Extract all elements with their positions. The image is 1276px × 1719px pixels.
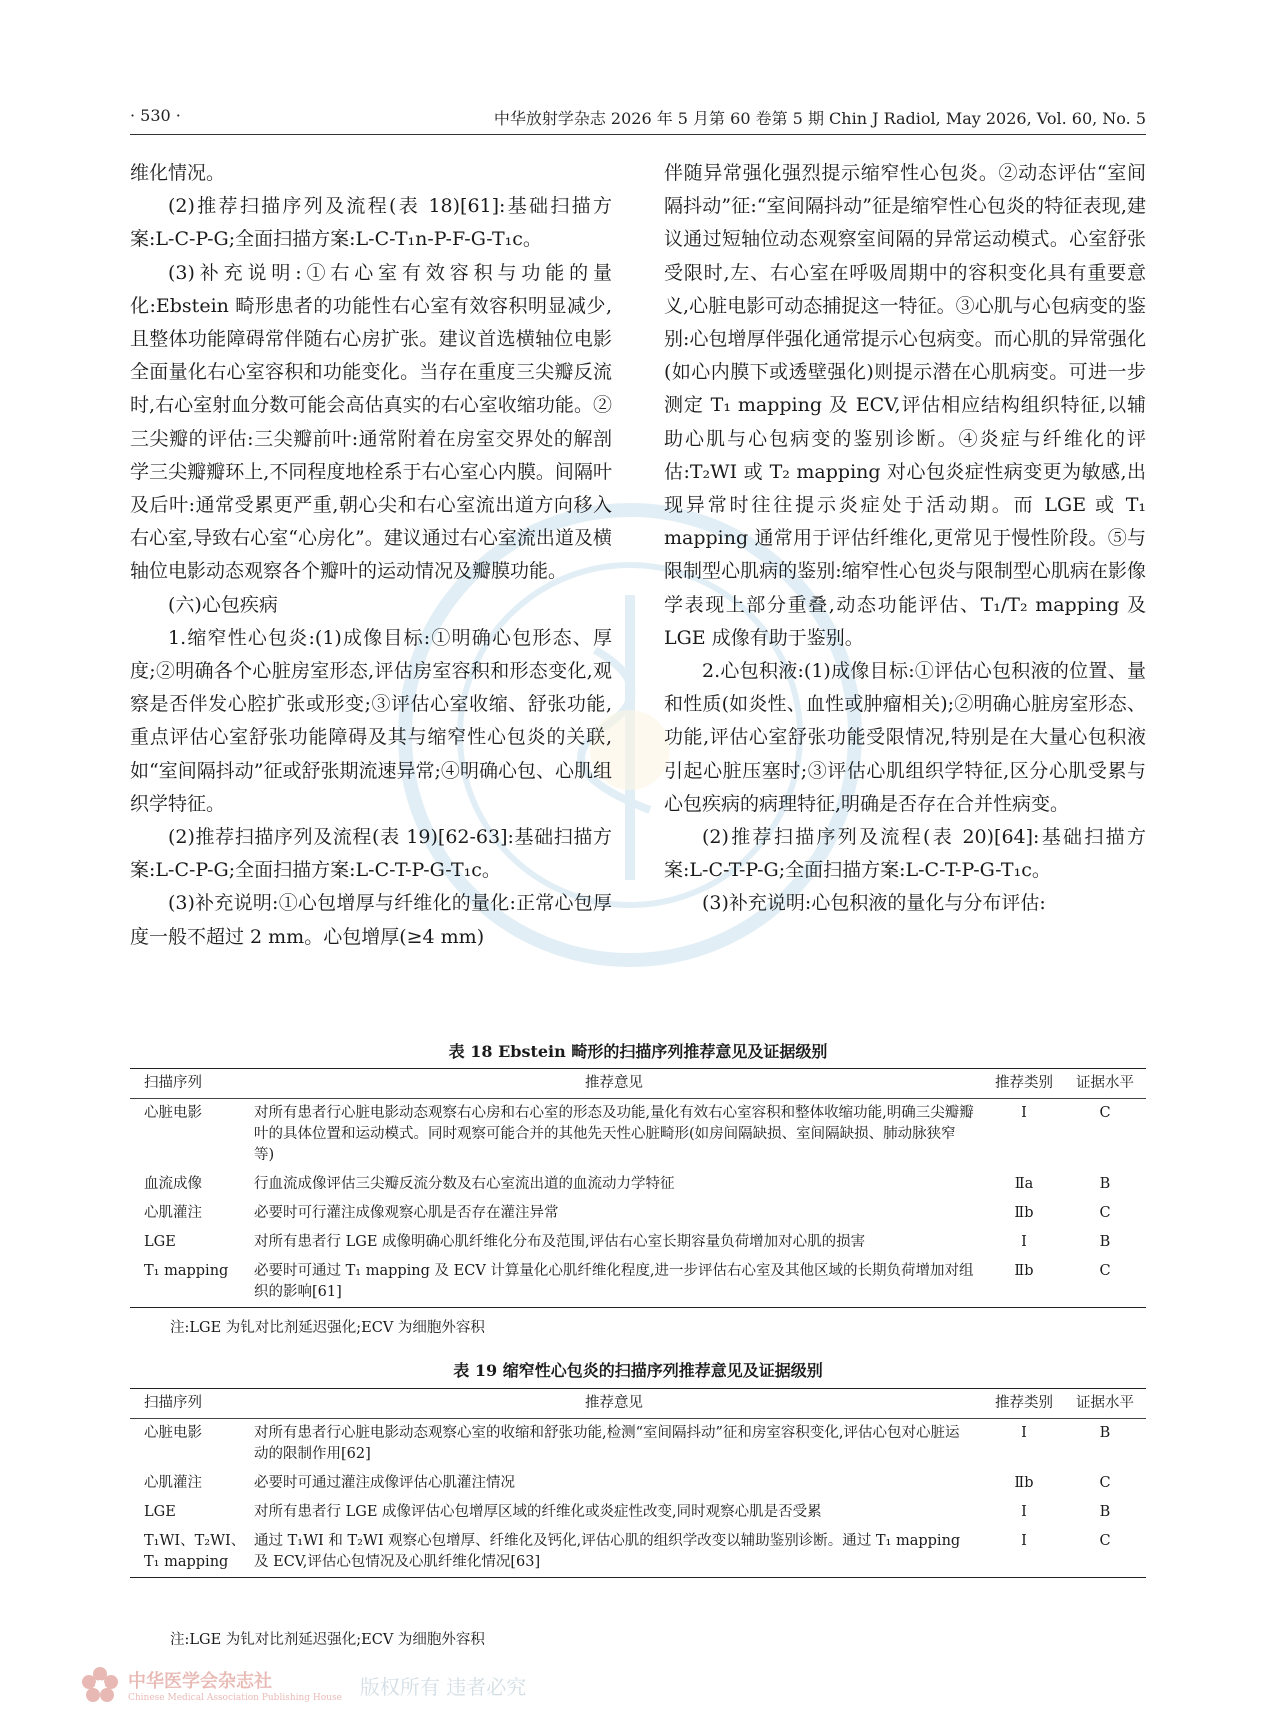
left-text-column (130, 157, 612, 954)
sequence-cell: 心肌灌注 (144, 1475, 202, 1491)
header-cell: 证据水平 (1076, 1395, 1134, 1411)
flower-logo-icon (80, 1665, 120, 1705)
publisher-name (128, 1667, 342, 1703)
page-header (130, 104, 1146, 135)
class-cell: Ⅱb (1014, 1475, 1034, 1491)
recommendation-cell: 对所有患者行心脏电影动态观察心室的收缩和舒张功能,检测“室间隔抖动”征和房室容积变化,评估心包对心脏运动的限制作用[62] (254, 1425, 960, 1462)
header-cell: 扫描序列 (144, 1395, 202, 1411)
paragraph: (3)补充说明:①心包增厚与纤维化的量化:正常心包厚度一般不超过 2 mm。心包增厚(≥4 mm) (130, 892, 612, 948)
evidence-cell: C (1099, 1205, 1111, 1221)
paragraph: (2)推荐扫描序列及流程(表 20)[64]:基础扫描方案:L-C-T-P-G;全面扫描方案:L-C-T-P-G-T₁c。 (664, 826, 1146, 882)
table-row (130, 1527, 1146, 1577)
recommendation-cell: 必要时可行灌注成像观察心肌是否存在灌注异常 (254, 1205, 559, 1221)
header-cell: 推荐意见 (585, 1075, 643, 1091)
evidence-cell: B (1099, 1234, 1111, 1250)
table-18-note: 注:LGE 为钆对比剂延迟强化;ECV 为细胞外容积 (170, 1320, 485, 1336)
class-cell: Ⅰ (1021, 1105, 1027, 1121)
paragraph: (3)补充说明:心包积液的量化与分布评估: (702, 892, 1046, 915)
evidence-cell: B (1099, 1176, 1111, 1192)
table-row (130, 1257, 1146, 1307)
class-cell: Ⅰ (1021, 1234, 1027, 1250)
recommendation-cell: 对所有患者行 LGE 成像明确心肌纤维化分布及范围,评估右心室长期容量负荷增加对心肌的损害 (254, 1234, 866, 1250)
recommendation-cell: 行血流成像评估三尖瓣反流分数及右心室流出道的血流动力学特征 (254, 1176, 675, 1192)
paragraph: 维化情况。 (130, 162, 226, 184)
table-row (130, 1469, 1146, 1498)
evidence-cell: B (1099, 1504, 1111, 1520)
right-text-column (664, 157, 1146, 921)
table-row (130, 1419, 1146, 1469)
table-19 (130, 1388, 1146, 1578)
publisher-cn: 中华医学会杂志社 (128, 1671, 272, 1692)
paragraph: (3)补充说明:①右心室有效容积与功能的量化:Ebstein 畸形患者的功能性右心室有效容积明显减少,且整体功能障碍常伴随右心房扩张。建议首选横轴位电影全面量化右心室容积和功能变化。当存在重度三尖瓣反流时,右心室射血分数可能会高估真实的右心室收缩功能。②三尖瓣的评估:三尖瓣前叶:通常附着在房室交界处的解剖学三尖瓣瓣环上,不同程度地栓系于右心室心内膜。间隔叶及后叶:通常受累更严重,朝心尖和右心室流出道方向移入右心室,导致右心室“心房化”。建议通过右心室流出道及横轴位电影动态观察各个瓣叶的运动情况及瓣膜功能。 (130, 261, 612, 583)
class-cell: Ⅰ (1021, 1533, 1027, 1549)
evidence-cell: B (1099, 1425, 1111, 1441)
table-row (130, 1498, 1146, 1527)
sequence-cell: T₁WI、T₂WI、T₁ mapping (144, 1533, 246, 1570)
evidence-cell: C (1099, 1105, 1111, 1121)
table-header-row (130, 1389, 1146, 1419)
table-row (130, 1099, 1146, 1170)
class-cell: Ⅱb (1014, 1263, 1034, 1279)
table-header-row (130, 1069, 1146, 1099)
sequence-cell: 心脏电影 (144, 1425, 202, 1441)
header-cell: 扫描序列 (144, 1075, 202, 1091)
header-cell: 推荐类别 (995, 1075, 1053, 1091)
class-cell: Ⅱb (1014, 1205, 1034, 1221)
paragraph: (2)推荐扫描序列及流程(表 18)[61]:基础扫描方案:L-C-P-G;全面扫描方案:L-C-T₁n-P-F-G-T₁c。 (130, 195, 612, 251)
page-number: · 530 · (130, 106, 181, 125)
table-19-note: 注:LGE 为钆对比剂延迟强化;ECV 为细胞外容积 (170, 1632, 485, 1648)
evidence-cell: C (1099, 1263, 1111, 1279)
evidence-cell: C (1099, 1475, 1111, 1491)
table-row (130, 1199, 1146, 1228)
header-cell: 证据水平 (1076, 1075, 1134, 1091)
section-heading: (六)心包疾病 (168, 593, 278, 616)
sequence-cell: 血流成像 (144, 1176, 202, 1192)
paragraph: 1.缩窄性心包炎:(1)成像目标:①明确心包形态、厚度;②明确各个心脏房室形态,评估房室容积和形态变化,观察是否伴发心腔扩张或形变;③评估心室收缩、舒张功能,重点评估心室舒张功能障碍及其与缩窄性心包炎的关联,如“室间隔抖动”征或舒张期流速异常;④明确心包、心肌组织学特征。 (130, 626, 612, 815)
table-19-caption: 表 19 缩窄性心包炎的扫描序列推荐意见及证据级别 (453, 1361, 823, 1380)
table-row (130, 1228, 1146, 1257)
header-cell: 推荐意见 (585, 1395, 643, 1411)
recommendation-cell: 通过 T₁WI 和 T₂WI 观察心包增厚、纤维化及钙化,评估心肌的组织学改变以辅助鉴别诊断。通过 T₁ mapping 及 ECV,评估心包情况及心肌纤维化情况[63] (254, 1533, 961, 1570)
paragraph: 伴随异常强化强烈提示缩窄性心包炎。②动态评估“室间隔抖动”征:“室间隔抖动”征是缩窄性心包炎的特征表现,建议通过短轴位动态观察室间隔的异常运动模式。心室舒张受限时,左、右心室在呼吸周期中的容积变化具有重要意义,心脏电影可动态捕捉这一特征。③心肌与心包病变的鉴别:心包增厚伴强化通常提示心包病变。而心肌的异常强化(如心内膜下或透壁强化)则提示潜在心肌病变。可进一步测定 T₁ mapping 及 ECV,评估相应结构组织特征,以辅助心肌与心包病变的鉴别诊断。④炎症与纤维化的评估:T₂WI 或 T₂ mapping 对心包炎症性病变更为敏感,出现异常时往往提示炎症处于活动期。而 LGE 或 T₁ mapping 通常用于评估纤维化,更常见于慢性阶段。⑤与限制型心肌病的鉴别:缩窄性心包炎与限制型心肌病在影像学表现上部分重叠,动态功能评估、T₁/T₂ mapping 及 LGE 成像有助于鉴别。 (664, 162, 1146, 649)
paragraph: (2)推荐扫描序列及流程(表 19)[62-63]:基础扫描方案:L-C-P-G;全面扫描方案:L-C-T-P-G-T₁c。 (130, 826, 612, 882)
recommendation-cell: 对所有患者行心脏电影动态观察右心房和右心室的形态及功能,量化有效右心室容积和整体收缩功能,明确三尖瓣瓣叶的具体位置和运动模式。同时观察可能合并的其他先天性心脏畸形(如房间隔缺损、室间隔缺损、肺动脉狭窄等) (254, 1105, 974, 1163)
evidence-cell: C (1099, 1533, 1111, 1549)
sequence-cell: LGE (144, 1504, 176, 1520)
rights-notice: 版权所有 违者必究 (359, 1674, 527, 1699)
publisher-en: Chinese Medical Association Publishing House (128, 1693, 342, 1703)
class-cell: Ⅱa (1014, 1176, 1034, 1192)
sequence-cell: 心脏电影 (144, 1105, 202, 1121)
header-cell: 推荐类别 (995, 1395, 1053, 1411)
sequence-cell: 心肌灌注 (144, 1205, 202, 1221)
recommendation-cell: 对所有患者行 LGE 成像评估心包增厚区域的纤维化或炎症性改变,同时观察心肌是否受累 (254, 1504, 822, 1520)
class-cell: Ⅰ (1021, 1425, 1027, 1441)
journal-citation: 中华放射学杂志 2026 年 5 月第 60 卷第 5 期 Chin J Radiol, May 2026, Vol. 60, No. 5 (493, 109, 1146, 128)
table-18 (130, 1068, 1146, 1308)
recommendation-cell: 必要时可通过 T₁ mapping 及 ECV 计算量化心肌纤维化程度,进一步评估右心室及其他区域的长期负荷增加对组织的影响[61] (254, 1263, 974, 1300)
paragraph: 2.心包积液:(1)成像目标:①评估心包积液的位置、量和性质(如炎性、血性或肿瘤相关);②明确心脏房室形态、功能,评估心室舒张功能受限情况,特别是在大量心包积液引起心脏压塞时;③评估心肌组织学特征,区分心肌受累与心包疾病的病理特征,明确是否存在合并性病变。 (664, 660, 1146, 815)
recommendation-cell: 必要时可通过灌注成像评估心肌灌注情况 (254, 1475, 515, 1491)
sequence-cell: LGE (144, 1234, 176, 1250)
class-cell: Ⅰ (1021, 1504, 1027, 1520)
publisher-watermark (80, 1665, 526, 1705)
table-row (130, 1170, 1146, 1199)
table-18-caption: 表 18 Ebstein 畸形的扫描序列推荐意见及证据级别 (448, 1042, 828, 1061)
sequence-cell: T₁ mapping (144, 1263, 229, 1279)
